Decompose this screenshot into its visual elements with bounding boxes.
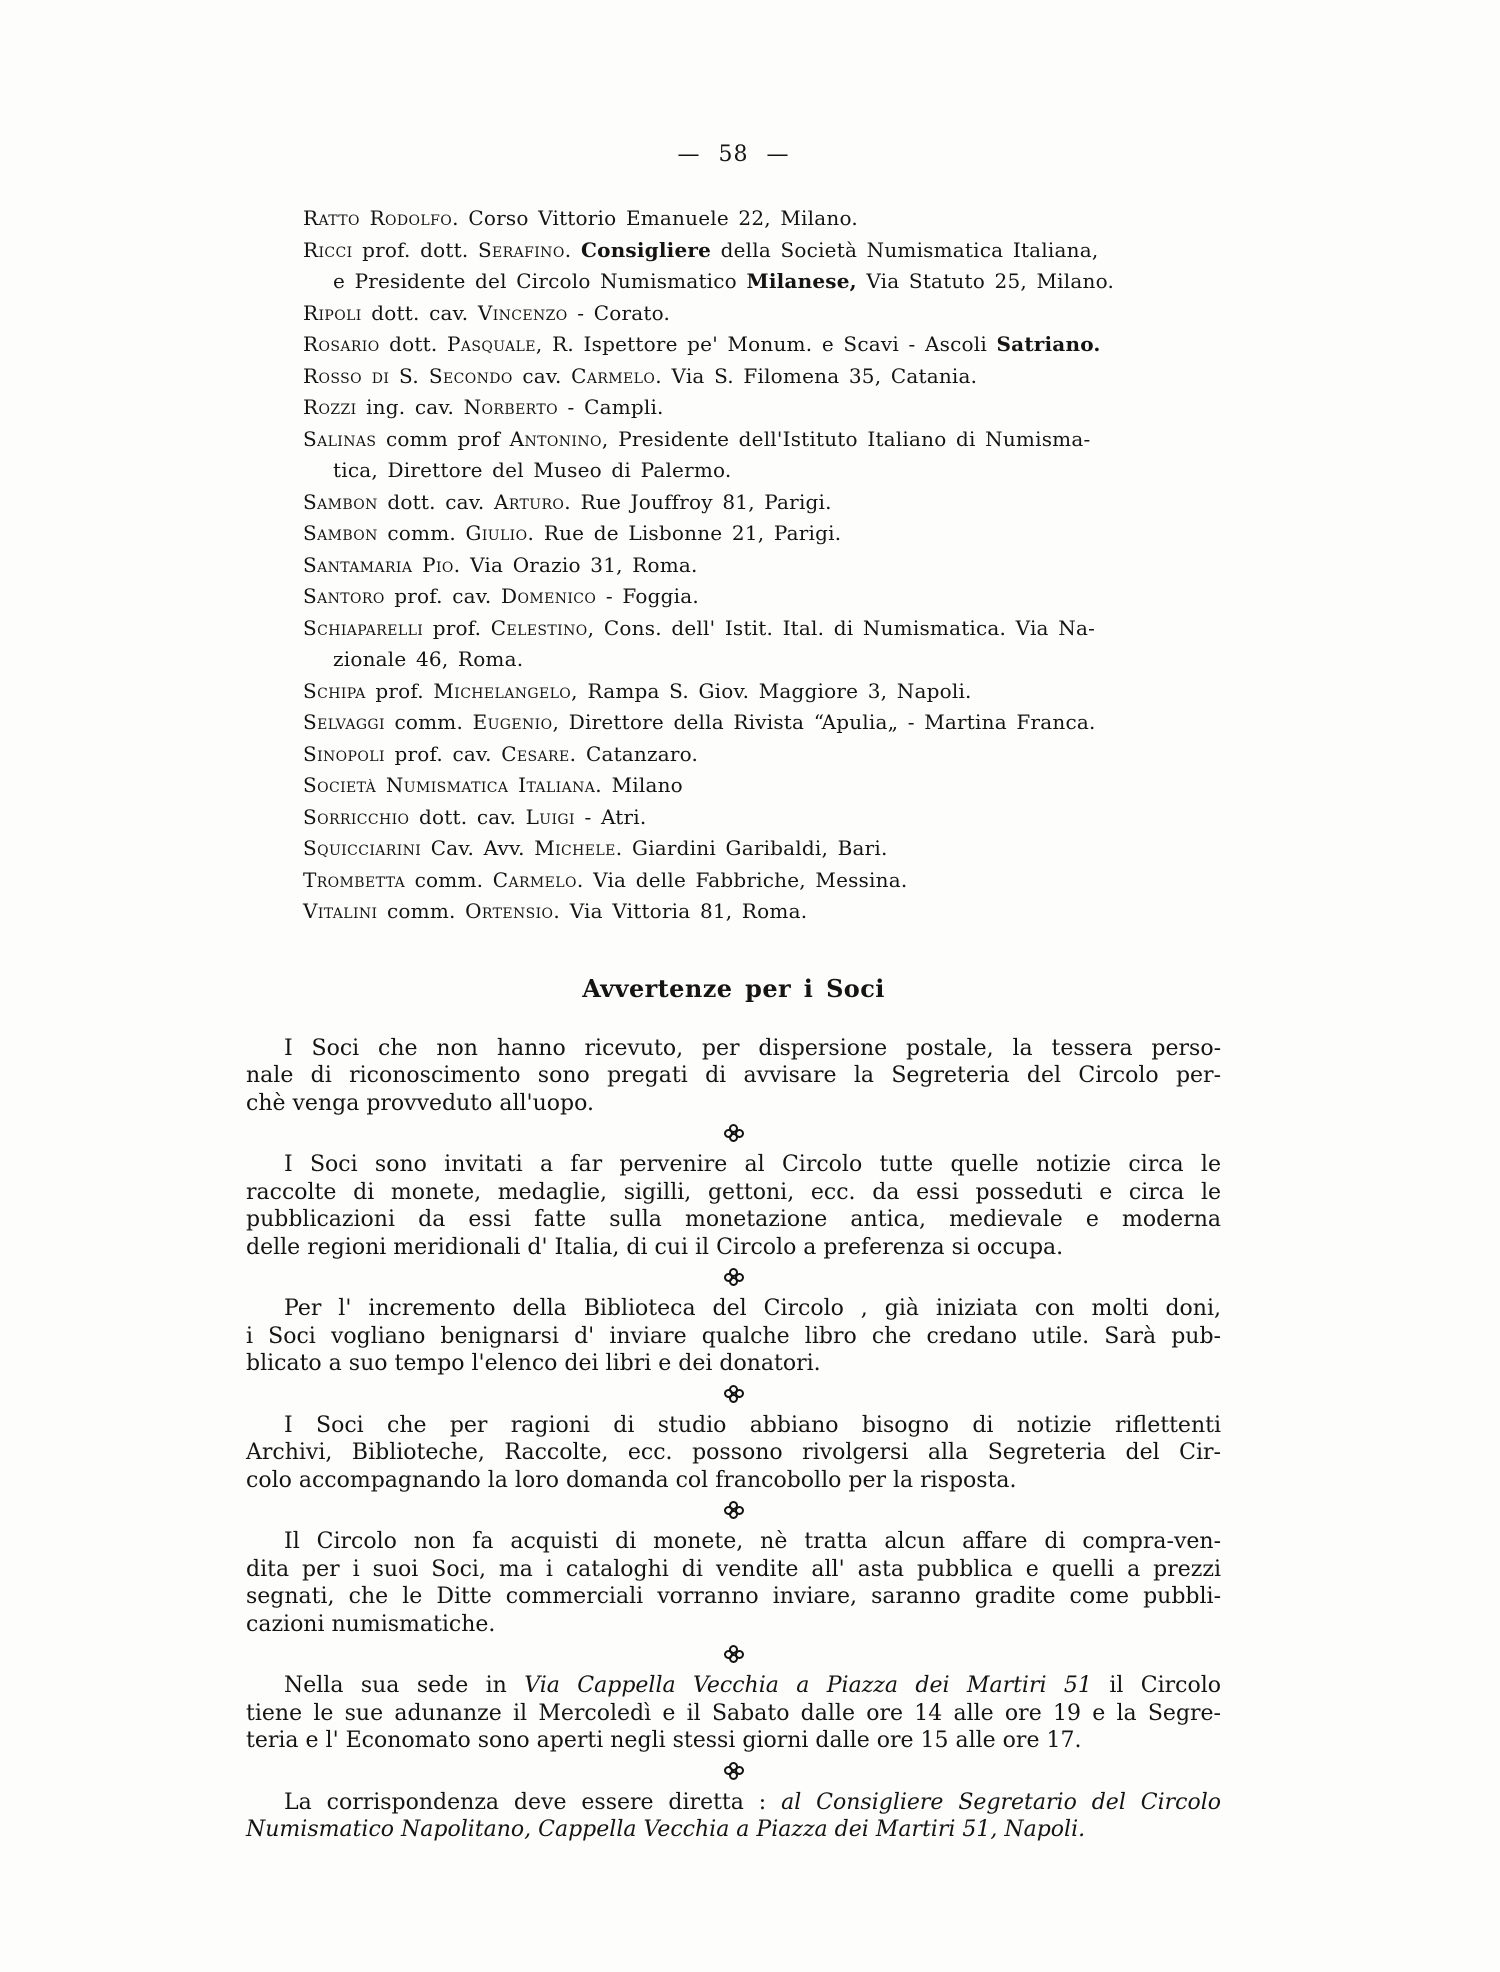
text-segment: Trombetta	[303, 867, 406, 892]
text-segment: - Foggia.	[596, 584, 699, 608]
text-segment: Carmelo.	[492, 867, 584, 892]
paragraph-separator	[246, 1268, 1221, 1286]
member-line	[303, 361, 1221, 393]
paragraph-line	[246, 1467, 1221, 1495]
text-segment: nale di riconoscimento sono pregati di avvisare la Segreteria del Circolo per-	[246, 1063, 1221, 1088]
text-segment: dott. cav.	[377, 489, 494, 514]
page-content	[246, 142, 1221, 1844]
text-segment: Vitalini	[303, 899, 378, 923]
text-segment: cazioni numismatiche.	[246, 1611, 496, 1637]
quatrefoil-ornament-icon	[724, 1268, 744, 1286]
text-segment: Ricci	[303, 237, 353, 262]
paragraph-line	[246, 1556, 1221, 1584]
member-line	[303, 487, 1221, 519]
text-segment: prof.	[423, 615, 491, 640]
member-entry	[303, 770, 1221, 802]
notice-paragraph	[246, 1528, 1221, 1638]
notices-section	[246, 1035, 1221, 1844]
text-segment: Sinopoli	[303, 741, 385, 766]
text-segment: Rue de Lisbonne 21, Parigi.	[534, 521, 842, 545]
member-line	[303, 707, 1221, 739]
notice-paragraph	[246, 1151, 1221, 1261]
ornament-petal	[735, 1650, 744, 1659]
text-segment: Schiaparelli	[303, 615, 424, 640]
paragraph-line	[246, 1234, 1221, 1262]
member-entry	[303, 298, 1221, 330]
paragraph-separator	[246, 1124, 1221, 1142]
paragraph-line	[246, 1206, 1221, 1234]
text-segment: Via delle Fabbriche, Messina.	[583, 867, 908, 892]
text-segment: ing. cav.	[356, 395, 464, 419]
text-segment: dita per i suoi Soci, ma i cataloghi di vendite all' asta pubblica e quelli a prezzi	[246, 1556, 1221, 1582]
notices-heading: Avvertenze per i Soci	[582, 973, 885, 1003]
text-segment: Vincenzo	[477, 300, 568, 325]
text-segment: Via Statuto 25, Milano.	[856, 269, 1115, 293]
text-segment: La corrispondenza deve essere diretta :	[284, 1789, 782, 1815]
text-segment: comm.	[384, 710, 473, 734]
member-line	[303, 896, 1221, 928]
ornament-petal	[724, 1766, 733, 1775]
paragraph-line	[246, 1035, 1221, 1063]
text-segment: pubblicazioni da essi fatte sulla monetazione antica, medievale e moderna	[246, 1207, 1221, 1232]
member-line	[303, 235, 1221, 267]
text-segment	[571, 238, 581, 262]
text-segment: cav.	[512, 363, 572, 388]
paragraph-line	[246, 1412, 1221, 1440]
member-line	[303, 676, 1221, 708]
text-segment: al Consigliere Segretario del Circolo	[781, 1789, 1221, 1815]
quatrefoil-ornament-icon	[724, 1385, 744, 1403]
text-segment: Serafino.	[477, 237, 572, 262]
text-segment: Sambon	[303, 521, 378, 545]
text-segment: I Soci che non hanno ricevuto, per dispersione postale, la tessera perso-	[284, 1035, 1221, 1061]
text-segment: chè venga provveduto all'uopo.	[246, 1090, 594, 1116]
paragraph-separator	[246, 1645, 1221, 1663]
text-segment: teria e l' Economato sono aperti negli stessi giorni dalle ore 15 alle ore 17.	[246, 1728, 1082, 1753]
text-segment: Corso Vittorio Emanuele 22, Milano.	[458, 206, 858, 230]
text-segment: dott. cav.	[409, 804, 526, 829]
text-segment: Milanese,	[746, 269, 857, 293]
paragraph-line	[246, 1090, 1221, 1118]
member-line	[303, 739, 1221, 771]
ornament-petal	[735, 1506, 744, 1515]
members-list	[303, 203, 1221, 928]
ornament-petal	[735, 1129, 744, 1138]
text-segment: Archivi, Biblioteche, Raccolte, ecc. possono rivolgersi alla Segreteria del Cir-	[246, 1440, 1221, 1465]
paragraph-line	[246, 1672, 1221, 1700]
text-segment: Per l' incremento della Biblioteca del Circolo , già iniziata con molti doni,	[284, 1296, 1221, 1321]
member-entry	[303, 613, 1221, 676]
member-entry	[303, 676, 1221, 708]
text-segment: Rosario	[303, 332, 380, 356]
member-entry	[303, 739, 1221, 771]
text-segment: Norberto	[463, 395, 558, 419]
notice-paragraph	[246, 1789, 1221, 1844]
text-segment: Numismatico Napolitano, Cappella Vecchia a Piazza dei Martiri 51, Napoli.	[246, 1817, 1086, 1842]
text-segment: Ripoli	[303, 300, 362, 325]
paragraph-line	[246, 1151, 1221, 1179]
text-segment: Ratto Rodolfo.	[303, 206, 459, 230]
text-segment: - Corato.	[567, 300, 671, 325]
notice-paragraph	[246, 1672, 1221, 1755]
notice-paragraph	[246, 1412, 1221, 1495]
text-segment: dott.	[379, 332, 447, 356]
text-segment: zionale 46, Roma.	[333, 647, 524, 671]
member-entry	[303, 550, 1221, 582]
member-line	[303, 802, 1221, 834]
paragraph-line	[246, 1179, 1221, 1207]
member-entry	[303, 424, 1221, 487]
text-segment: Sorricchio	[303, 804, 410, 829]
member-line	[303, 613, 1221, 645]
text-segment: Domenico	[501, 584, 597, 608]
ornament-petal	[724, 1506, 733, 1515]
member-entry	[303, 581, 1221, 613]
text-segment: I Soci che per ragioni di studio abbiano bisogno di notizie riflettenti	[284, 1412, 1221, 1438]
text-segment: Michelangelo,	[433, 678, 578, 703]
text-segment: prof.	[365, 678, 434, 703]
paragraph-separator	[246, 1385, 1221, 1403]
text-segment: Nella sua sede in	[284, 1673, 525, 1698]
ornament-petal	[724, 1389, 733, 1398]
member-entry	[303, 896, 1221, 928]
member-entry	[303, 518, 1221, 550]
text-segment: prof. dott.	[352, 237, 478, 262]
text-segment: comm.	[405, 867, 493, 892]
paragraph-line	[246, 1528, 1221, 1556]
text-segment: Squicciarini	[303, 836, 422, 860]
member-line	[303, 770, 1221, 802]
text-segment: Cons. dell' Istit. Ital. di Numismatica. Via Na-	[594, 615, 1096, 640]
member-entry	[303, 203, 1221, 235]
quatrefoil-ornament-icon	[724, 1501, 744, 1519]
text-segment: comm.	[377, 899, 466, 923]
notice-paragraph	[246, 1035, 1221, 1118]
text-segment: e Presidente del Circolo Numismatico	[333, 269, 747, 293]
quatrefoil-ornament-icon	[724, 1762, 744, 1780]
text-segment: Milano	[602, 773, 683, 797]
text-segment: Direttore della Rivista “Apulia„ - Martina Franca.	[559, 710, 1096, 734]
text-segment: della Società Numismatica Italiana,	[711, 237, 1099, 262]
text-segment: Rosso di S. Secondo	[303, 363, 513, 388]
text-segment: Santoro	[303, 584, 385, 608]
paragraph-separator	[246, 1501, 1221, 1519]
member-line	[303, 203, 1221, 235]
member-line	[303, 455, 1221, 487]
paragraph-line	[246, 1295, 1221, 1323]
ornament-petal	[724, 1273, 733, 1282]
text-segment: Cav. Avv.	[421, 836, 535, 860]
text-segment: Società Numismatica Italiana.	[303, 773, 603, 797]
text-segment: Sambon	[303, 489, 378, 514]
text-segment: Ortensio.	[465, 899, 561, 923]
member-line	[303, 518, 1221, 550]
member-entry	[303, 802, 1221, 834]
text-segment: R. Ispettore pe' Monum. e Scavi - Ascoli	[542, 332, 997, 356]
text-segment: Via Vittoria 81, Roma.	[560, 899, 808, 923]
paragraph-line	[246, 1062, 1221, 1090]
page-number: — 58 —	[677, 142, 790, 167]
notice-paragraph	[246, 1295, 1221, 1378]
text-segment: Il Circolo non fa acquisti di monete, nè tratta alcun affare di compra-ven-	[284, 1529, 1221, 1554]
text-segment: Satriano.	[996, 332, 1101, 356]
quatrefoil-ornament-icon	[724, 1645, 744, 1663]
text-segment: tiene le sue adunanze il Mercoledì e il Sabato dalle ore 14 alle ore 19 e la Segre-	[246, 1700, 1221, 1726]
text-segment: Arturo.	[493, 489, 572, 514]
text-segment: Santamaria Pio.	[303, 552, 461, 577]
text-segment: tica, Direttore del Museo di Palermo.	[333, 458, 732, 482]
text-segment: Via Orazio 31, Roma.	[460, 552, 698, 577]
member-line	[303, 833, 1221, 865]
text-segment: Rozzi	[303, 395, 357, 419]
member-entry	[303, 833, 1221, 865]
member-entry	[303, 487, 1221, 519]
text-segment: Giulio.	[465, 521, 535, 545]
paragraph-line	[246, 1611, 1221, 1639]
ornament-petal	[735, 1766, 744, 1775]
text-segment: Cesare.	[501, 741, 577, 766]
member-entry	[303, 865, 1221, 897]
text-segment: Via Cappella Vecchia a Piazza dei Martiri 51	[524, 1673, 1092, 1698]
paragraph-line	[246, 1583, 1221, 1611]
text-segment: raccolte di monete, medaglie, sigilli, gettoni, ecc. da essi posseduti e circa le	[246, 1179, 1221, 1205]
member-line	[303, 550, 1221, 582]
paragraph-line	[246, 1350, 1221, 1378]
text-segment: prof. cav.	[384, 741, 502, 766]
text-segment: comm prof	[376, 426, 510, 451]
paragraph-line	[246, 1727, 1221, 1755]
paragraph-line	[246, 1700, 1221, 1728]
text-segment: Schipa	[303, 678, 366, 703]
member-line	[303, 644, 1221, 676]
paragraph-line	[246, 1439, 1221, 1467]
text-segment: Antonino,	[509, 426, 609, 451]
text-segment: il Circolo	[1091, 1673, 1222, 1698]
text-segment: Consigliere	[581, 237, 712, 262]
member-line	[303, 392, 1221, 424]
text-segment: I Soci sono invitati a far pervenire al Circolo tutte quelle notizie circa le	[284, 1152, 1221, 1177]
text-segment: Pasquale,	[446, 332, 543, 356]
text-segment: segnati, che le Ditte commerciali vorranno inviare, saranno gradite come pubbli-	[246, 1584, 1221, 1609]
text-segment: i Soci vogliano benignarsi d' inviare qualche libro che credano utile. Sarà pub-	[246, 1323, 1221, 1349]
text-segment: Selvaggi	[303, 710, 385, 734]
member-line	[303, 266, 1221, 298]
text-segment: blicato a suo tempo l'elenco dei libri e dei donatori.	[246, 1351, 821, 1376]
member-line	[303, 329, 1221, 361]
text-segment: - Atri.	[574, 804, 647, 829]
text-segment: Via S. Filomena 35, Catania.	[661, 363, 978, 388]
text-segment: Carmelo.	[571, 363, 662, 388]
member-entry	[303, 329, 1221, 361]
ornament-petal	[724, 1650, 733, 1659]
text-segment: delle regioni meridionali d' Italia, di cui il Circolo a preferenza si occupa.	[246, 1234, 1064, 1260]
text-segment: Rampa S. Giov. Maggiore 3, Napoli.	[577, 678, 972, 703]
quatrefoil-ornament-icon	[724, 1124, 744, 1142]
paragraph-line	[246, 1789, 1221, 1817]
text-segment: colo accompagnando la loro domanda col francobollo per la risposta.	[246, 1467, 1017, 1493]
text-segment: dott. cav.	[361, 300, 478, 325]
text-segment: Catanzaro.	[576, 741, 699, 766]
text-segment: Celestino,	[490, 615, 595, 640]
text-segment: Eugenio,	[472, 710, 560, 734]
text-segment: Rue Jouffroy 81, Parigi.	[571, 489, 832, 514]
member-entry	[303, 361, 1221, 393]
ornament-petal	[724, 1129, 733, 1138]
member-line	[303, 424, 1221, 456]
ornament-petal	[735, 1389, 744, 1398]
paragraph-separator	[246, 1762, 1221, 1780]
text-segment: Salinas	[303, 426, 377, 451]
ornament-petal	[735, 1273, 744, 1282]
text-segment: prof. cav.	[384, 584, 502, 608]
member-line	[303, 865, 1221, 897]
member-entry	[303, 707, 1221, 739]
text-segment: Presidente dell'Istituto Italiano di Numisma-	[608, 426, 1091, 451]
text-segment: Michele.	[534, 836, 623, 860]
text-segment: Giardini Garibaldi, Bari.	[622, 836, 888, 860]
member-line	[303, 581, 1221, 613]
member-entry	[303, 392, 1221, 424]
member-line	[303, 298, 1221, 330]
text-segment: Luigi	[525, 804, 575, 829]
paragraph-line	[246, 1816, 1221, 1844]
text-segment: - Campli.	[558, 395, 664, 419]
paragraph-line	[246, 1323, 1221, 1351]
text-segment: comm.	[377, 521, 466, 545]
member-entry	[303, 235, 1221, 298]
